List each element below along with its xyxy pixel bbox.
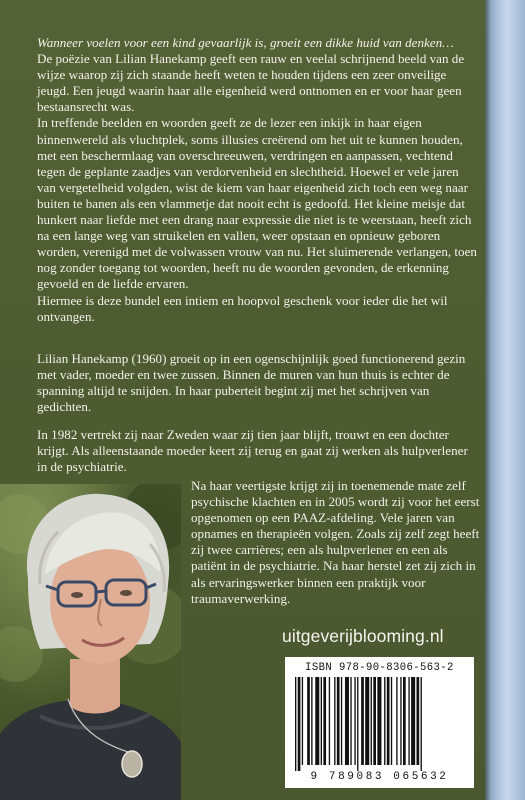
isbn-barcode: [285, 657, 474, 788]
bio-paragraph: Lilian Hanekamp (1960) groeit op in een ogenschijnlijk goed functionerend gezin met vader, moeder en twee zussen. Binnen de muren van hun thuis is echter de spanning altijd te snijden. In haar puberteit begint zij met het schrijven van gedichten.: [37, 351, 466, 415]
barcode-bar: [396, 677, 397, 765]
blurb-paragraph: Hiermee is deze bundel een intiem en hoopvol geschenk voor ieder die het wil ontvangen.: [37, 292, 448, 324]
barcode-bar: [421, 677, 422, 771]
barcode-bar: [311, 677, 312, 765]
barcode-bar: [373, 677, 376, 765]
barcode-bar: [411, 677, 415, 765]
isbn-label: ISBN 978-90-8306-563-2: [305, 662, 454, 674]
book-spine: [485, 0, 525, 800]
barcode-bar: [371, 677, 372, 765]
barcode-icon: [293, 677, 466, 771]
barcode-bar: [302, 677, 303, 765]
barcode-bar: [329, 677, 330, 765]
blurb-paragraph: In treffende beelden en woorden geeft ze de lezer een inkijk in haar eigen binnenwereld als vluchtplek, soms illusies creërend om het uit te kunnen houden, met een beschermlaag van overschreeuwen, verdringen en aanpassen, vechtend tegen de geplante zaadjes van verdorvenheid en slechtheid. Hoewel er vele jaren van vergetelheid volgden, wist de kiem van haar eigenheid zich toch een weg naar buiten te banen als een vlammetje dat nooit echt is gedoofd. Het kleine meisje dat hunkert naar liefde met een drang naar expressie die niet is te weerstaan, heeft zich na een lange weg van struikelen en vallen, weer opstaan en opnieuw geboren worden, verenigd met de volwassen vrouw van nu. Het sluimerende verlangen, toen nog zonder toegang tot woorden, heeft nu de woorden gevonden, de erkenning gevoeld en de liefde ervaren.: [37, 115, 477, 292]
author-bio-2: [37, 427, 477, 475]
barcode-bar: [357, 677, 358, 771]
barcode-bar: [295, 677, 296, 771]
barcode-bar: [354, 677, 355, 765]
barcode-bar: [341, 677, 342, 765]
barcode-bar: [315, 677, 319, 765]
bio-paragraph: In 1982 vertrekt zij naar Zweden waar zij tien jaar blijft, trouwt en een dochter krijgt. Als alleenstaande moeder keert zij terug en gaat zij werken als hulpverlener in de psychiatrie.: [37, 427, 468, 475]
barcode-bar: [321, 677, 322, 765]
author-bio-3: [191, 478, 481, 607]
ean-digits: 9 789083 065632: [310, 771, 449, 783]
barcode-bar: [307, 677, 310, 765]
barcode-bar: [391, 677, 392, 765]
blurb-paragraph: De poëzie van Lilian Hanekamp geeft een rauw en veelal schrijnend beeld van de wijze waarop zij zich staande heeft weten te houden tijdens een zeer onveilige jeugd. Een jeugd waarin haar alle eigenheid werd ontnomen en er voor haar geen bestaansrecht was.: [37, 51, 465, 115]
barcode-bar: [365, 677, 369, 765]
blurb-lead-quote: Wanneer voelen voor een kind gevaarlijk is, groeit een dikke huid van denken…: [37, 35, 454, 50]
publisher-url[interactable]: uitgeverijblooming.nl: [282, 626, 444, 646]
author-bio-1: [37, 351, 477, 415]
barcode-bar: [408, 677, 409, 765]
barcode-bar: [400, 677, 401, 765]
barcode-bar: [384, 677, 385, 765]
barcode-bar: [298, 677, 301, 771]
author-photo: [0, 484, 181, 800]
bio-paragraph: Na haar veertigste krijgt zij in toenemende mate zelf psychische klachten en in 2005 wordt zij voor het eerst opgenomen op een PAAZ-afdeling. Vele jaren van opnames en therapieën volgen. Zoals zij zelf zegt heeft zij twee carrières; een als hulpverlener en een als patiënt in de psychiatrie. Na haar herstel zet zij zich in als ervaringswerker binnen een praktijk voor traumaverwerking.: [191, 478, 480, 606]
barcode-bar: [377, 677, 381, 765]
barcode-bar: [323, 677, 326, 765]
barcode-bar: [345, 677, 349, 765]
barcode-bar: [387, 677, 390, 765]
barcode-bar: [361, 677, 364, 765]
barcode-bar: [337, 677, 340, 765]
blurb-intro: [37, 35, 477, 325]
portrait-photo-icon: [0, 484, 181, 800]
barcode-bar: [350, 677, 351, 765]
barcode-bar: [417, 677, 420, 765]
barcode-bar: [334, 677, 335, 765]
barcode-bar: [403, 677, 406, 765]
